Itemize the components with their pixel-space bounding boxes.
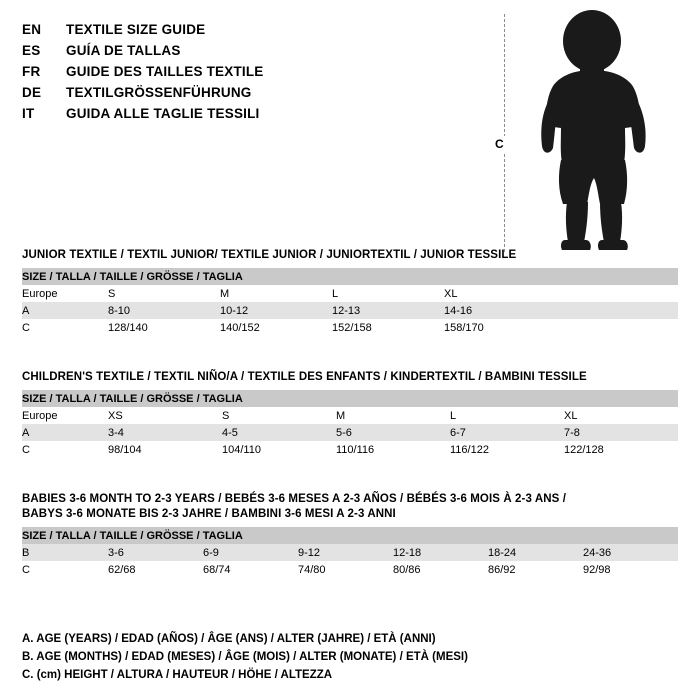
- cell-value: 110/116: [336, 441, 450, 458]
- language-code: ES: [22, 43, 41, 58]
- language-title: GUIDE DES TAILLES TEXTILE: [66, 64, 264, 79]
- cell-value: 9-12: [298, 544, 393, 561]
- footnote-age-months: B. AGE (MONTHS) / EDAD (MESES) / ÂGE (MOIS) / ALTER (MONATE) / ETÀ (MESI): [22, 651, 468, 663]
- cell-value: 98/104: [108, 441, 222, 458]
- section-title-line1: BABIES 3-6 MONTH TO 2-3 YEARS / BEBÉS 3-6 MESES A 2-3 AÑOS / BÉBÉS 3-6 MOIS À 2-3 ANS /: [22, 493, 566, 505]
- cell-value: 5-6: [336, 424, 450, 441]
- cell-value: 104/110: [222, 441, 336, 458]
- language-row: [22, 85, 492, 106]
- column-header-size: S: [108, 285, 220, 302]
- cell-spacer: [556, 302, 678, 319]
- language-row: [22, 43, 492, 64]
- cell-value: 140/152: [220, 319, 332, 336]
- cell-value: 6-7: [450, 424, 564, 441]
- section-title: [22, 492, 678, 522]
- height-dashed-line: [504, 14, 505, 252]
- size-band-label: SIZE / TALLA / TAILLE / GRÖSSE / TAGLIA: [22, 527, 678, 544]
- column-header-size: M: [336, 407, 450, 424]
- cell-value: 86/92: [488, 561, 583, 578]
- cell-value: 18-24: [488, 544, 583, 561]
- table-row: [22, 302, 678, 319]
- cell-value: 24-36: [583, 544, 678, 561]
- cell-value: 12-13: [332, 302, 444, 319]
- cell-value: 12-18: [393, 544, 488, 561]
- section-title-line2: BABYS 3-6 MONATE BIS 2-3 JAHRE / BAMBINI 3-6 MESI A 2-3 ANNI: [22, 508, 396, 520]
- cell-value: 7-8: [564, 424, 678, 441]
- cell-value: 116/122: [450, 441, 564, 458]
- language-title: GUIDA ALLE TAGLIE TESSILI: [66, 106, 260, 121]
- footnote-height: C. (cm) HEIGHT / ALTURA / HAUTEUR / HÖHE / ALTEZZA: [22, 669, 333, 681]
- cell-value: 152/158: [332, 319, 444, 336]
- size-band-label: SIZE / TALLA / TAILLE / GRÖSSE / TAGLIA: [22, 268, 678, 285]
- cell-value: 92/98: [583, 561, 678, 578]
- column-header-size: S: [222, 407, 336, 424]
- language-code: EN: [22, 22, 42, 37]
- cell-value: 62/68: [108, 561, 203, 578]
- language-row: [22, 64, 492, 85]
- height-measure-figure: [492, 8, 682, 258]
- section-title: [22, 370, 678, 385]
- language-row: [22, 106, 492, 127]
- language-code: DE: [22, 85, 42, 100]
- cell-value: 8-10: [108, 302, 220, 319]
- section-title: [22, 248, 678, 263]
- cell-value: 122/128: [564, 441, 678, 458]
- column-header-europe: Europe: [22, 285, 108, 302]
- row-label: B: [22, 544, 108, 561]
- footnote-age-years: A. AGE (YEARS) / EDAD (AÑOS) / ÂGE (ANS) / ALTER (JAHRE) / ETÀ (ANNI): [22, 633, 436, 645]
- column-header-size: M: [220, 285, 332, 302]
- column-header-size: L: [450, 407, 564, 424]
- table-band-row: [22, 268, 678, 285]
- height-measure-label: C: [492, 136, 507, 152]
- section-babies: [22, 492, 678, 578]
- column-header-size: XL: [564, 407, 678, 424]
- column-header-size: XS: [108, 407, 222, 424]
- cell-value: 158/170: [444, 319, 556, 336]
- section-title-line1: JUNIOR TEXTILE / TEXTIL JUNIOR/ TEXTILE JUNIOR / JUNIORTEXTIL / JUNIOR TESSILE: [22, 249, 517, 261]
- cell-value: 10-12: [220, 302, 332, 319]
- footnote-list: [22, 630, 682, 684]
- table-row: [22, 424, 678, 441]
- row-label: C: [22, 319, 108, 336]
- row-label: C: [22, 561, 108, 578]
- column-header-europe: Europe: [22, 407, 108, 424]
- table-header-row: [22, 285, 678, 302]
- cell-value: 74/80: [298, 561, 393, 578]
- table-row: [22, 319, 678, 336]
- row-label: A: [22, 424, 108, 441]
- cell-value: 6-9: [203, 544, 298, 561]
- cell-value: 128/140: [108, 319, 220, 336]
- language-code: IT: [22, 106, 35, 121]
- column-header-size: L: [332, 285, 444, 302]
- section-children: [22, 370, 678, 458]
- column-header-spacer: [556, 285, 678, 302]
- language-title: GUÍA DE TALLAS: [66, 43, 181, 58]
- cell-value: 68/74: [203, 561, 298, 578]
- language-code: FR: [22, 64, 41, 79]
- cell-spacer: [556, 319, 678, 336]
- section-title-line1: CHILDREN'S TEXTILE / TEXTIL NIÑO/A / TEXTILE DES ENFANTS / KINDERTEXTIL / BAMBINI TESSILE: [22, 371, 587, 383]
- language-row: [22, 22, 492, 43]
- section-junior: [22, 248, 678, 336]
- cell-value: 14-16: [444, 302, 556, 319]
- cell-value: 4-5: [222, 424, 336, 441]
- language-title: TEXTILGRÖSSENFÜHRUNG: [66, 85, 252, 100]
- table-row: [22, 441, 678, 458]
- table-row: [22, 544, 678, 561]
- cell-value: 80/86: [393, 561, 488, 578]
- column-header-size: XL: [444, 285, 556, 302]
- table-row: [22, 561, 678, 578]
- children-size-table: [22, 390, 678, 458]
- language-title: TEXTILE SIZE GUIDE: [66, 22, 206, 37]
- babies-size-table: [22, 527, 678, 578]
- child-silhouette-icon: [520, 8, 670, 256]
- row-label: A: [22, 302, 108, 319]
- language-title-list: [22, 22, 492, 127]
- table-header-row: [22, 407, 678, 424]
- cell-value: 3-6: [108, 544, 203, 561]
- table-band-row: [22, 527, 678, 544]
- junior-size-table: [22, 268, 678, 336]
- table-band-row: [22, 390, 678, 407]
- size-band-label: SIZE / TALLA / TAILLE / GRÖSSE / TAGLIA: [22, 390, 678, 407]
- row-label: C: [22, 441, 108, 458]
- cell-value: 3-4: [108, 424, 222, 441]
